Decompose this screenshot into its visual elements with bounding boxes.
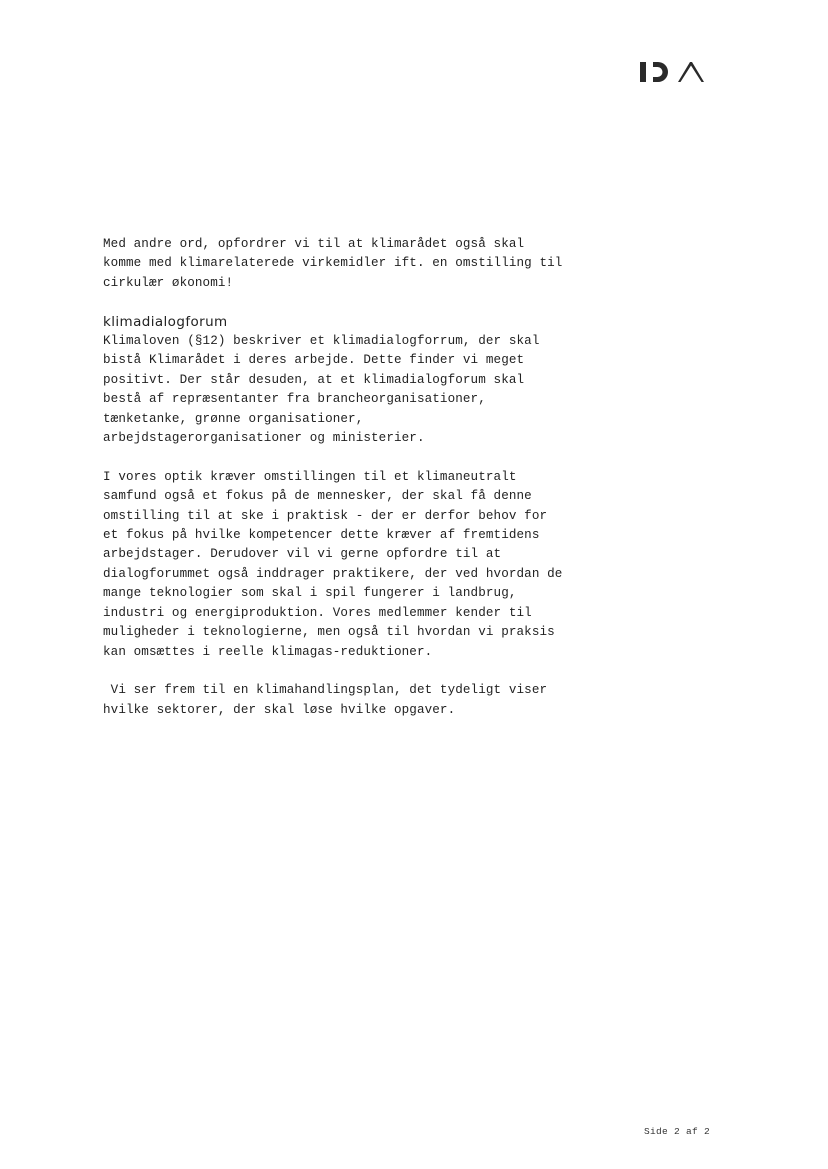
text-line: mange teknologier som skal i spil fungerer i landbrug, xyxy=(103,586,517,601)
paragraph xyxy=(103,681,623,720)
text-line: et fokus på hvilke kompetencer dette kræver af fremtidens xyxy=(103,528,540,543)
ida-logo xyxy=(640,60,704,84)
paragraph xyxy=(103,235,623,293)
text-line: hvilke sektorer, der skal løse hvilke opgaver. xyxy=(103,702,456,717)
text-line: bistå Klimarådet i deres arbejde. Dette finder vi meget xyxy=(103,353,525,368)
text-line: dialogforummet også inddrager praktikere, der ved hvordan de xyxy=(103,566,563,581)
text-line: arbejdstager. Derudover vil vi gerne opfordre til at xyxy=(103,547,502,562)
text-line: muligheder i teknologierne, men også til hvordan vi praksis xyxy=(103,625,555,640)
text-line: Vi ser frem til en klimahandlingsplan, det tydeligt viser xyxy=(103,683,548,698)
text-line: bestå af repræsentanter fra brancheorganisationer, xyxy=(103,392,486,407)
text-line: arbejdstagerorganisationer og ministerier. xyxy=(103,431,425,446)
text-line: kan omsættes i reelle klimagas-reduktioner. xyxy=(103,644,433,659)
text-line: Klimaloven (§12) beskriver et klimadialogforrum, der skal xyxy=(103,334,540,349)
paragraph xyxy=(103,468,623,662)
ida-logo-icon xyxy=(640,60,704,84)
text-line: positivt. Der står desuden, at et klimadialogforum skal xyxy=(103,372,525,387)
text-line: I vores optik kræver omstillingen til et klimaneutralt xyxy=(103,469,517,484)
text-line: cirkulær økonomi! xyxy=(103,275,234,290)
text-line: Med andre ord, opfordrer vi til at klimarådet også skal xyxy=(103,237,525,251)
paragraph xyxy=(103,313,623,449)
text-line: omstilling til at ske i praktisk - der er derfor behov for xyxy=(103,508,548,523)
section-heading: klimadialogforum xyxy=(103,313,228,330)
text-line: industri og energiproduktion. Vores medlemmer kender til xyxy=(103,605,532,620)
page-number: Side 2 af 2 xyxy=(644,1126,711,1137)
text-line: samfund også et fokus på de mennesker, der skal få denne xyxy=(103,489,532,504)
letter-body xyxy=(103,235,623,740)
text-line: tænketanke, grønne organisationer, xyxy=(103,411,364,426)
text-line: komme med klimarelaterede virkemidler ift. en omstilling til xyxy=(103,256,563,271)
